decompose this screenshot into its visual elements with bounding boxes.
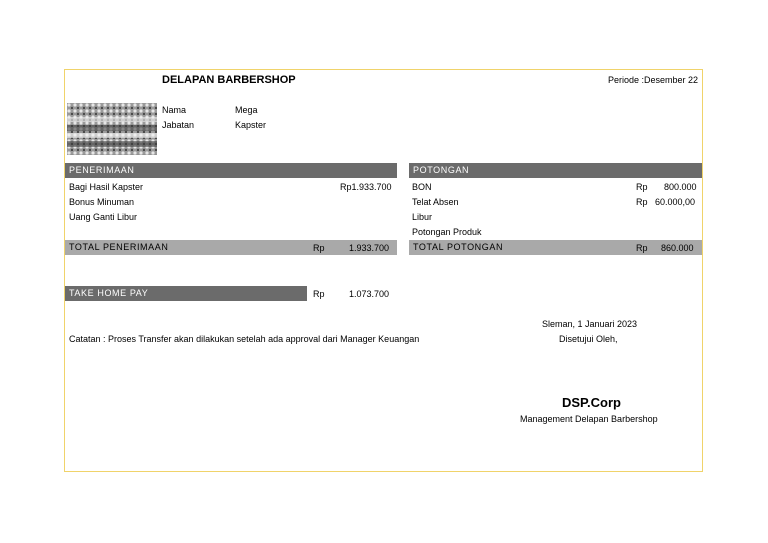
payslip [64,69,703,472]
penerimaan-header: PENERIMAAN [65,163,397,178]
name-label: Nama [162,105,187,115]
penerimaan-item-label: Bagi Hasil Kapster [69,182,144,192]
potongan-item-label: BON [412,182,432,192]
position-value: Kapster [235,120,267,130]
potongan-item-label: Telat Absen [412,197,459,207]
potongan-item-amount: 800.000 [664,182,697,192]
potongan-item-label: Potongan Produk [412,227,482,237]
total-potongan-label: TOTAL POTONGAN [413,242,504,252]
approved-by-label: Disetujui Oleh, [559,334,618,344]
take-home-pay-label: TAKE HOME PAY [69,288,149,298]
place-date: Sleman, 1 Januari 2023 [542,319,638,329]
transfer-note: Catatan : Proses Transfer akan dilakukan setelah ada approval dari Manager Keuangan [69,334,420,344]
potongan-item-label: Libur [412,212,433,222]
take-home-pay-currency: Rp [313,289,325,299]
company-name: DELAPAN BARBERSHOP [162,74,296,86]
corp-name: DSP.Corp [562,395,621,410]
barbershop-logo-icon [67,103,157,155]
name-value: Mega [235,105,258,115]
potongan-item-currency: Rp [636,197,648,207]
penerimaan-item-label: Bonus Minuman [69,197,135,207]
take-home-pay-bar [65,286,307,301]
take-home-pay-amount: 1.073.700 [349,289,390,299]
period-label: Periode :Desember 22 [607,75,698,85]
total-penerimaan-amount: 1.933.700 [349,243,390,253]
potongan-item-currency: Rp [636,182,648,192]
total-penerimaan-bar [65,240,397,255]
total-potongan-bar [409,240,702,255]
potongan-item-amount: 60.000,00 [655,197,696,207]
total-potongan-currency: Rp [636,243,648,253]
management-label: Management Delapan Barbershop [520,414,658,424]
total-potongan-amount: 860.000 [661,243,694,253]
position-label: Jabatan [162,120,195,130]
total-penerimaan-label: TOTAL PENERIMAAN [69,242,169,252]
potongan-header: POTONGAN [409,163,702,178]
penerimaan-item-label: Uang Ganti Libur [69,212,138,222]
penerimaan-item-amount: Rp1.933.700 [340,182,392,192]
total-penerimaan-currency: Rp [313,243,325,253]
